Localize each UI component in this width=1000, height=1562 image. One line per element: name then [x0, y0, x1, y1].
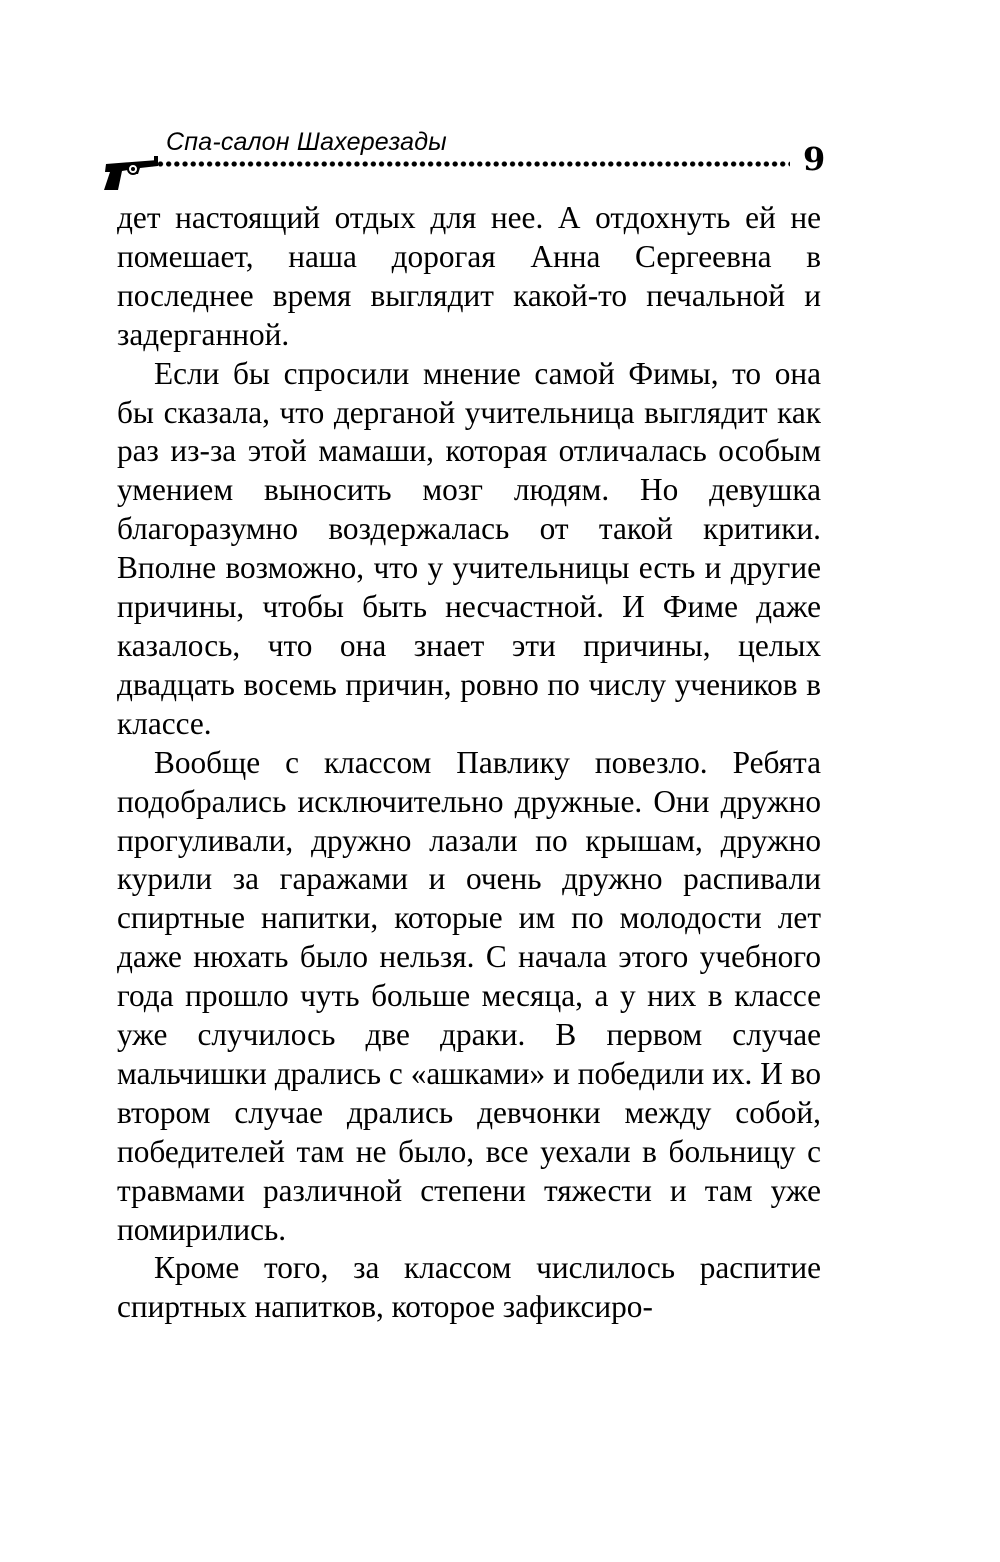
paragraph-2: Если бы спросили мнение самой Фимы, то она бы сказала, что дерганой учительница выглядит как раз из-за этой мамаши, которая отличалась особым умением выносить мозг людям. Но девушка благоразумно воздержалась от такой критики. Вполне возможно, что у учительницы есть и другие причины, чтобы быть несчастной. И Фиме даже казалось, что она знает эти причины, целых двадцать восемь причин, ровно по числу учеников в классе. — [117, 355, 821, 741]
paragraph-4: Кроме того, за классом числилось распитие спиртных напитков, которое зафиксиро- — [117, 1250, 821, 1325]
paragraph-1: дет настоящий отдых для нее. А отдохнуть ей не помешает, наша дорогая Анна Сергеевна в последнее время выглядит какой-то печальной и задерганной. — [117, 200, 821, 352]
body-text — [117, 199, 821, 1327]
running-title: Спа-салон Шахерезады — [166, 128, 447, 156]
paragraph-3: Вообще с классом Павлику повезло. Ребята подобрались исключительно дружные. Они дружно прогуливали, дружно лазали по крышам, дружно курили за гаражами и очень дружно распивали спиртные напитки, которые им по молодости лет даже нюхать было нельзя. С начала этого учебного года прошло чуть больше месяца, а у них в классе уже случилось две драки. В первом случае мальчишки дрались с «ашками» и победили их. И во втором случае дрались девчонки между собой, победителей там не было, все уехали в больницу с травмами различной степени тяжести и там уже помирились. — [117, 744, 821, 1247]
running-header — [100, 128, 830, 198]
dotted-rule — [140, 160, 790, 168]
page-number: 9 — [803, 140, 826, 178]
revolver-icon — [100, 150, 162, 192]
